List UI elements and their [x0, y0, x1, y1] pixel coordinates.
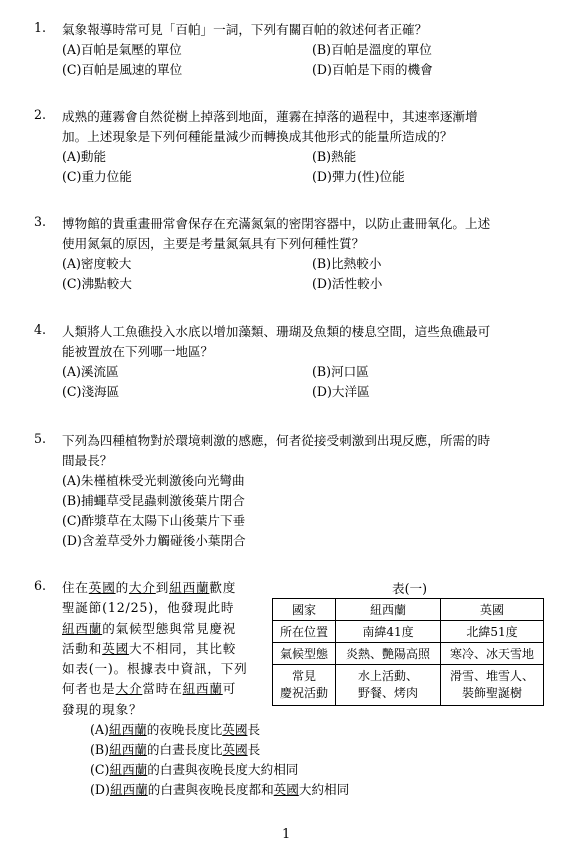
question-number: 2. — [34, 107, 47, 122]
option-b[interactable]: (B)比熱較小 — [312, 256, 382, 271]
question-5 — [34, 431, 554, 551]
option-d[interactable]: (D)活性較小 — [312, 276, 383, 291]
option-d[interactable]: (D)含羞草受外力觸碰後小葉閉合 — [62, 533, 246, 548]
option-b[interactable]: (B)紐西蘭的白晝長度比英國長 — [90, 742, 261, 757]
option-a[interactable]: (A)溪流區 — [62, 364, 119, 379]
place-name: 英國 — [102, 640, 129, 656]
question-6 — [34, 578, 554, 808]
option-b[interactable]: (B)河口區 — [312, 364, 369, 379]
question-number: 3. — [34, 214, 47, 229]
question-3 — [34, 214, 554, 294]
table-row — [273, 621, 544, 643]
option-c[interactable]: (C)百帕是風速的單位 — [62, 62, 183, 77]
option-a[interactable]: (A)朱槿植株受光刺激後向光彎曲 — [62, 473, 245, 488]
table-row — [273, 665, 544, 706]
option-c[interactable]: (C)紐西蘭的白晝與夜晚長度大約相同 — [90, 762, 299, 777]
table-row — [273, 643, 544, 665]
option-a[interactable]: (A)密度較大 — [62, 256, 132, 271]
option-a[interactable]: (A)紐西蘭的夜晚長度比英國長 — [90, 722, 261, 737]
place-name: 紐西蘭 — [182, 681, 223, 697]
table-header-row — [273, 599, 544, 621]
options — [62, 362, 554, 402]
table-cell: 所在位置 — [273, 621, 336, 643]
options — [90, 720, 570, 800]
table-caption: 表(一) — [392, 581, 428, 596]
question-stem-line-1: 下列為四種植物對於環境刺激的感應，何者從接受刺激到出現反應，所需的時 — [62, 433, 491, 448]
place-name: 紐西蘭 — [62, 620, 103, 636]
option-d[interactable]: (D)大洋區 — [312, 384, 370, 399]
table-cell: 炎熱、艷陽高照 — [336, 643, 441, 665]
table-cell: 常見 慶祝活動 — [273, 665, 336, 706]
page-number: 1 — [282, 827, 291, 842]
option-a[interactable]: (A)動能 — [62, 149, 107, 164]
options — [62, 147, 554, 187]
question-2 — [34, 107, 554, 187]
table-header-cell: 紐西蘭 — [336, 599, 441, 621]
question-stem-line-2: 間最長？ — [62, 453, 113, 468]
person-name: 大介 — [129, 580, 156, 595]
question-stem-line-1: 博物館的貴重畫冊常會保存在充滿氮氣的密閉容器中，以防止畫冊氧化。上述 — [62, 216, 491, 231]
table-cell: 氣候型態 — [273, 643, 336, 665]
question-number: 4. — [34, 322, 47, 337]
option-d[interactable]: (D)紐西蘭的白晝與夜晚長度都和英國大約相同 — [90, 782, 350, 797]
table-cell: 南緯41度 — [336, 621, 441, 643]
question-1 — [34, 20, 554, 80]
question-stem: 住在英國的大介到紐西蘭歡度 聖誕節(12/25)，他發現此時 紐西蘭的氣候型態與常見慶祝 活動和英國大不相同，其比較 如表(一)。根據表中資訊，下列 何者也是大介當時在紐西蘭可 發現的現象？ — [62, 580, 248, 717]
option-a[interactable]: (A)百帕是氣壓的單位 — [62, 42, 182, 57]
question-stem-line-2: 能被置放在下列哪一地區？ — [62, 344, 214, 359]
place-name: 紐西蘭 — [169, 580, 210, 595]
comparison-table — [272, 598, 544, 706]
option-c[interactable]: (C)淺海區 — [62, 384, 120, 399]
option-c[interactable]: (C)沸點較大 — [62, 276, 132, 291]
options — [62, 254, 554, 294]
person-name: 大介 — [115, 681, 143, 697]
question-number: 5. — [34, 431, 47, 446]
question-4 — [34, 322, 554, 402]
table-cell: 滑雪、堆雪人、 裝飾聖誕樹 — [441, 665, 544, 706]
question-stem: 氣象報導時常可見「百帕」一詞，下列有關百帕的敘述何者正確？ — [62, 22, 428, 37]
question-number: 1. — [34, 20, 47, 35]
option-b[interactable]: (B)百帕是溫度的單位 — [312, 42, 432, 57]
question-stem-line-1: 人類將人工魚礁投入水底以增加藻類、珊瑚及魚類的棲息空間，這些魚礁最可 — [62, 324, 491, 339]
table-cell: 寒冷、冰天雪地 — [441, 643, 544, 665]
table-header-cell: 國家 — [273, 599, 336, 621]
question-number: 6. — [34, 578, 47, 593]
question-stem-line-2: 使用氮氣的原因，主要是考量氮氣具有下列何種性質？ — [62, 236, 365, 251]
question-stem-line-1: 成熟的蓮霧會自然從樹上掉落到地面，蓮霧在掉落的過程中，其速率逐漸增 — [62, 109, 478, 124]
option-d[interactable]: (D)彈力(性)位能 — [312, 169, 405, 184]
table-header-cell: 英國 — [441, 599, 544, 621]
table-cell: 北緯51度 — [441, 621, 544, 643]
option-b[interactable]: (B)捕蠅草受昆蟲刺激後葉片閉合 — [62, 493, 245, 508]
option-c[interactable]: (C)酢漿草在太陽下山後葉片下垂 — [62, 513, 246, 528]
option-d[interactable]: (D)百帕是下雨的機會 — [312, 62, 433, 77]
table-cell: 水上活動、 野餐、烤肉 — [336, 665, 441, 706]
option-b[interactable]: (B)熱能 — [312, 149, 357, 164]
option-c[interactable]: (C)重力位能 — [62, 169, 132, 184]
question-stem-line-2: 加。上述現象是下列何種能量減少而轉換成其他形式的能量所造成的？ — [62, 129, 453, 144]
options — [62, 40, 554, 80]
place-name: 英國 — [88, 580, 116, 595]
